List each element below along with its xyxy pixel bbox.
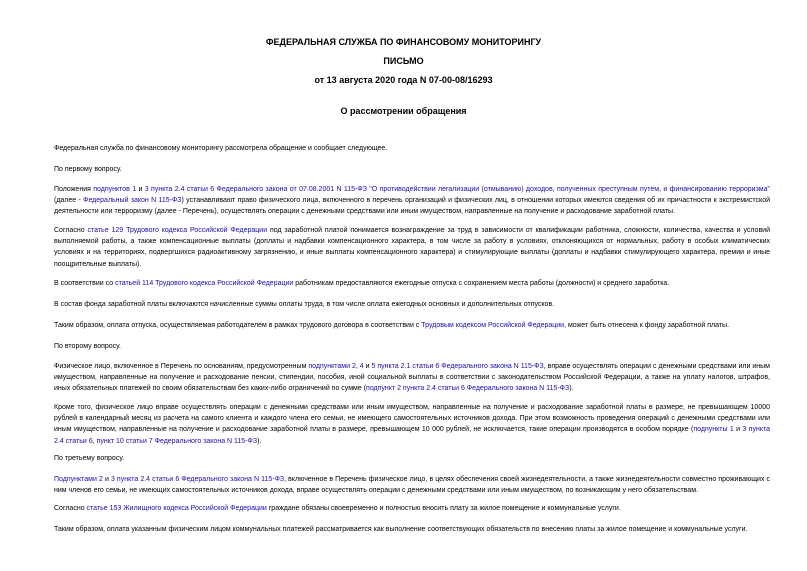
paragraph-vacation (54, 278, 770, 289)
paragraph-text: В соответствии со (54, 280, 116, 287)
paragraph-text: (далее - (54, 197, 84, 205)
reference-link[interactable]: подпунктов 1 (93, 186, 137, 193)
paragraph-conclusion-3 (54, 524, 770, 535)
reference-link[interactable]: 3 пункта 2.4 статьи 6 (54, 426, 770, 445)
reference-link[interactable]: пункт 10 статьи 7 Федерального закона N 115-ФЗ (96, 437, 258, 445)
paragraph-text: ). (569, 385, 574, 393)
reference-link[interactable]: 3 пункта 2.4 статьи 6 Федерального закона от 07.08.2001 N 115-ФЗ "О противодействии легализации (отмыванию) доходов, полученных преступным путем, и финансированию терроризма" (144, 186, 770, 193)
paragraph-question-2 (54, 341, 770, 352)
paragraph-salary-limit (54, 402, 770, 447)
paragraph-text: Таким образом, оплата указанным физическим лицом коммунальных платежей рассматривается как выполнение соответствующих обязательств по внесению платы за жилое помещение и коммунальные услуги. (54, 526, 748, 533)
paragraph-text: В состав фонда заработной платы включаются начисленные суммы оплаты труда, в том числе оплата ежегодных основных и дополнительных отпусков. (54, 301, 555, 308)
agency-title: ФЕДЕРАЛЬНАЯ СЛУЖБА ПО ФИНАНСОВОМУ МОНИТОРИНГУ (265, 37, 542, 47)
reference-link[interactable]: Подпунктами 2 (54, 476, 103, 483)
document-date-number: от 13 августа 2020 года N 07-00-08/16293 (314, 75, 493, 85)
paragraph-text: ). (257, 437, 262, 445)
paragraph-text: Согласно (54, 227, 88, 234)
reference-link[interactable]: статье 129 Трудового кодекса Российской Федерации (87, 227, 268, 234)
paragraph-pension (54, 361, 770, 395)
document-subject: О рассмотрении обращения (340, 106, 467, 116)
reference-link[interactable]: подпунктами 2 (308, 363, 356, 370)
paragraph-text: По первому вопросу. (54, 166, 122, 173)
paragraph-text: По второму вопросу. (54, 343, 121, 350)
paragraph-text: , вправе осуществлять операции с денежными средствами или иным имуществом, направленные на получение и расходование пенсии, стипендии, пособия, иной социальной выплаты в соответствии с законодательством Российской Федерации, а также на уплату налогов, штрафов, иных обязательных платежей по своим обязательствам без каких-либо ограничений по сумме ( (54, 363, 770, 393)
paragraph-text: Согласно (54, 505, 87, 512)
paragraph-text: под заработной платой понимается вознаграждение за труд в зависимости от квалификации работника, сложности, количества, качества и условий выполняемой работы, а также компенсационные выплаты (доплаты и надбавки компенсационного характера, в том числе за работу в условиях, отклоняющихся от нормальных, работу в особых климатических условиях и на территориях, подвергшихся радиоактивному загрязнению, и иные выплаты компенсационного характера) и стимулирующие выплаты (доплаты и надбавки стимулирующего характера, премии и иные поощрительные выплаты). (54, 227, 770, 268)
paragraph-text: По третьему вопросу. (54, 455, 125, 462)
paragraph-text: , (355, 363, 360, 370)
paragraph-text: и (733, 426, 743, 434)
paragraph-text: ) устанавливают право физического лица, включенного в перечень организаций и физических лиц, в отношении которых имеются сведения об их причастности к экстремистской деятельности или терроризму (далее - Перечень), осуществлять операции с денежными средствами или иным имуществом, направленные на получение и расходование заработной платы. (54, 197, 770, 216)
document-type: ПИСЬМО (383, 56, 424, 66)
paragraph-text: работникам предоставляются ежегодные отпуска с сохранением места работы (должности) и среднего заработка. (293, 280, 670, 287)
paragraph-text: , включенное в Перечень физическое лицо, в целях обеспечения своей жизнедеятельности, а также жизнедеятельности совместно проживающих с ним членов его семьи, не имеющих самостоятельных источников дохода, вправе осуществлять операции с денежными средствами или иным имуществом, по возникающим у него обязательствам. (54, 476, 771, 495)
paragraph-text: , (92, 437, 97, 445)
reference-link[interactable]: статьей 114 Трудового кодекса Российской Федерации (115, 280, 294, 287)
reference-link[interactable]: подпункт 2 пункта 2.4 статьи 6 Федерального закона N 115-ФЗ (366, 385, 570, 393)
paragraph-text: Физическое лицо, включенное в Перечень по основаниям, предусмотренным (54, 363, 309, 370)
paragraph-salary-definition (54, 225, 770, 270)
paragraph-provisions (54, 184, 770, 218)
paragraph-text: Положения (54, 186, 94, 193)
paragraph-family (54, 474, 770, 496)
paragraph-text: , может быть отнесена к фонду заработной платы. (564, 322, 730, 329)
paragraph-question-3 (54, 453, 770, 464)
reference-link[interactable]: Трудовым кодексом Российской Федерации (421, 322, 565, 329)
reference-link[interactable]: 3 пункта 2.4 статьи 6 Федерального закона N 115-ФЗ (110, 476, 285, 483)
paragraph-text: Федеральная служба по финансовому мониторингу рассмотрела обращение и сообщает следующее. (54, 145, 388, 152)
paragraph-intro (54, 143, 770, 154)
paragraph-text: и (136, 186, 145, 193)
reference-link[interactable]: 4 (359, 363, 364, 370)
paragraph-payroll-fund (54, 299, 770, 310)
reference-link[interactable]: статье 153 Жилищного кодекса Российской Федерации (86, 505, 267, 512)
reference-link[interactable]: подпункты 1 (693, 426, 734, 434)
paragraph-conclusion-1 (54, 320, 770, 331)
paragraph-text: Кроме того, физическое лицо вправе осуществлять операции с денежными средствами или иным имуществом, направленные на получение и расходование заработной платы в размере, не превышающем 10000 рублей в календарный месяц из расчета на самого клиента и каждого члена его семьи, не имеющего самостоятельных источников дохода. При этом возможность проведения операций с денежными средствами или иным имуществом, направленные на получение и расходование заработной платы в размере, превышающем 10 000 рублей, не исключается, такие операции производятся в особом порядке ( (54, 404, 770, 434)
paragraph-text: Таким образом, оплата отпуска, осуществляемая работодателем в рамках трудового договора в соответствии с (54, 322, 422, 329)
paragraph-housing-code (54, 503, 770, 514)
reference-link[interactable]: Федеральный закон N 115-ФЗ (83, 197, 182, 205)
paragraph-text: граждане обязаны своевременно и полностью вносить плату за жилое помещение и коммунальные услуги. (266, 505, 621, 512)
paragraph-question-1 (54, 164, 770, 175)
paragraph-text: и (363, 363, 372, 370)
reference-link[interactable]: 5 пункта 2.1 статьи 6 Федерального закона N 115-ФЗ (371, 363, 544, 370)
paragraph-text: и (102, 476, 111, 483)
